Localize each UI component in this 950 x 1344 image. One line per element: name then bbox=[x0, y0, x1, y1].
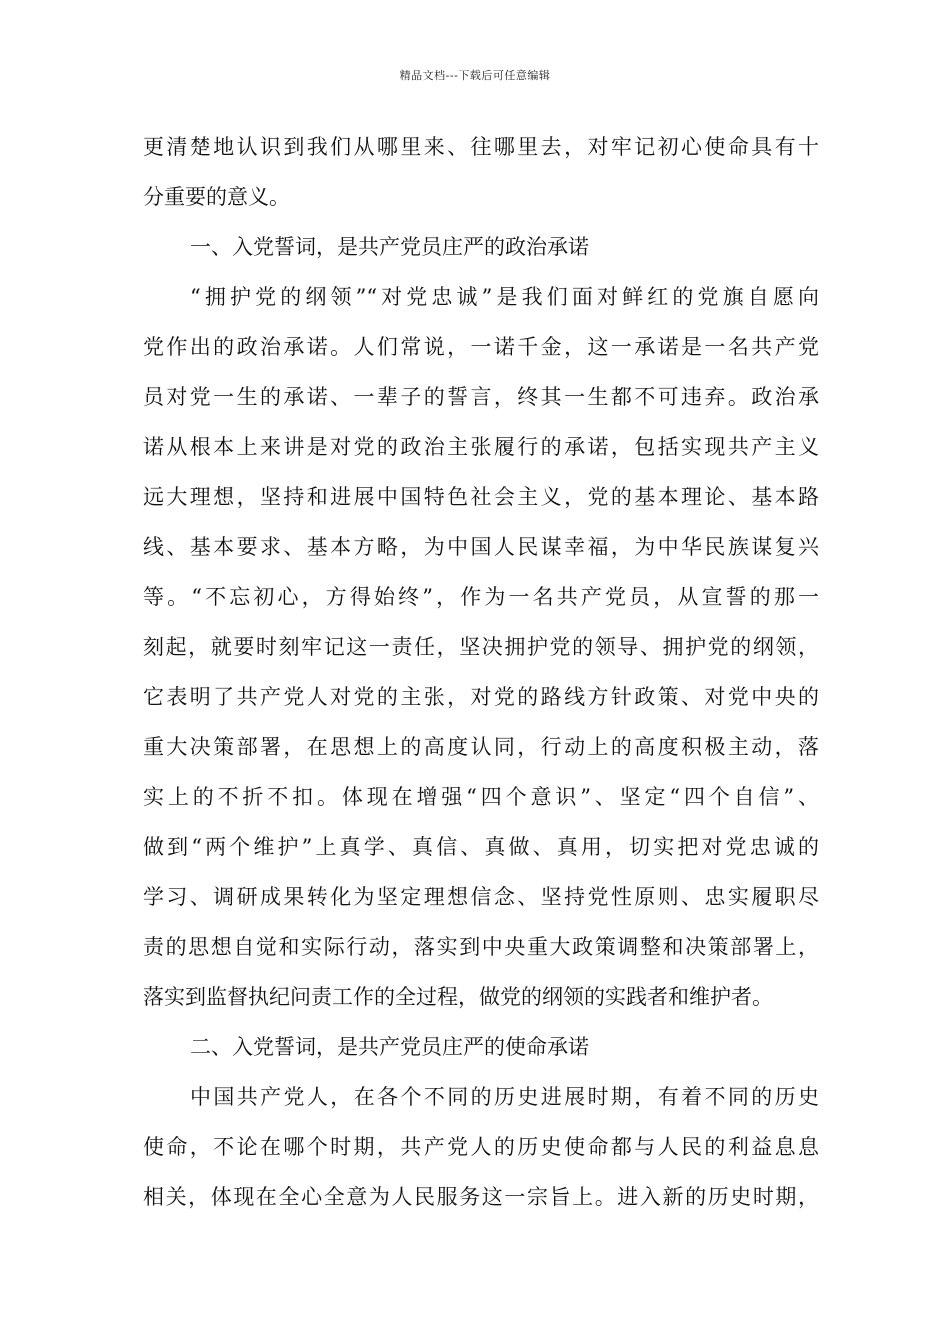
text-line: 责的思想自觉和实际行动，落实到中央重大政策调整和决策部署上， bbox=[143, 935, 819, 959]
text-line: 党作出的政治承诺。人们常说，一诺千金，这一承诺是一名共产党 bbox=[143, 335, 819, 359]
text-line: 它表明了共产党人对党的主张，对党的路线方针政策、对党中央的 bbox=[143, 685, 819, 709]
text-line: 等。“不忘初心，方得始终”，作为一名共产党员，从宣誓的那一 bbox=[143, 585, 819, 609]
section-heading: 一、入党誓词，是共产党员庄严的政治承诺 bbox=[190, 235, 589, 259]
document-body bbox=[143, 122, 819, 1222]
text-line: 线、基本要求、基本方略，为中国人民谋幸福，为中华民族谋复兴 bbox=[143, 535, 819, 559]
text-line: 学习、调研成果转化为坚定理想信念、坚持党性原则、忠实履职尽 bbox=[143, 885, 819, 909]
text-line: 相关，体现在全心全意为人民服务这一宗旨上。进入新的历史时期， bbox=[143, 1185, 819, 1209]
text-line: 做到“两个维护”上真学、真信、真做、真用，切实把对党忠诚的 bbox=[143, 835, 819, 859]
text-line: 刻起，就要时刻牢记这一责任，坚决拥护党的领导、拥护党的纲领， bbox=[143, 635, 819, 659]
text-line: 中国共产党人，在各个不同的历史进展时期，有着不同的历史 bbox=[190, 1085, 819, 1109]
text-line: “拥护党的纲领”“对党忠诚”是我们面对鲜红的党旗自愿向 bbox=[190, 285, 819, 309]
text-line: 重大决策部署，在思想上的高度认同，行动上的高度积极主动，落 bbox=[143, 735, 819, 759]
text-line: 落实到监督执纪问责工作的全过程，做党的纲领的实践者和维护者。 bbox=[143, 985, 773, 1009]
text-line: 实上的不折不扣。体现在增强“四个意识”、坚定“四个自信”、 bbox=[143, 785, 819, 809]
page-header: 精品文档---下载后可任意编辑 bbox=[399, 69, 551, 82]
text-line: 分重要的意义。 bbox=[143, 185, 290, 209]
text-line: 员对党一生的承诺、一辈子的誓言，终其一生都不可违弃。政治承 bbox=[143, 385, 819, 409]
text-line: 诺从根本上来讲是对党的政治主张履行的承诺，包括实现共产主义 bbox=[143, 435, 819, 459]
text-line: 使命，不论在哪个时期，共产党人的历史使命都与人民的利益息息 bbox=[143, 1135, 819, 1159]
text-line: 更清楚地认识到我们从哪里来、往哪里去，对牢记初心使命具有十 bbox=[143, 135, 819, 159]
text-line: 远大理想，坚持和进展中国特色社会主义，党的基本理论、基本路 bbox=[143, 485, 819, 509]
section-heading: 二、入党誓词，是共产党员庄严的使命承诺 bbox=[190, 1035, 589, 1059]
